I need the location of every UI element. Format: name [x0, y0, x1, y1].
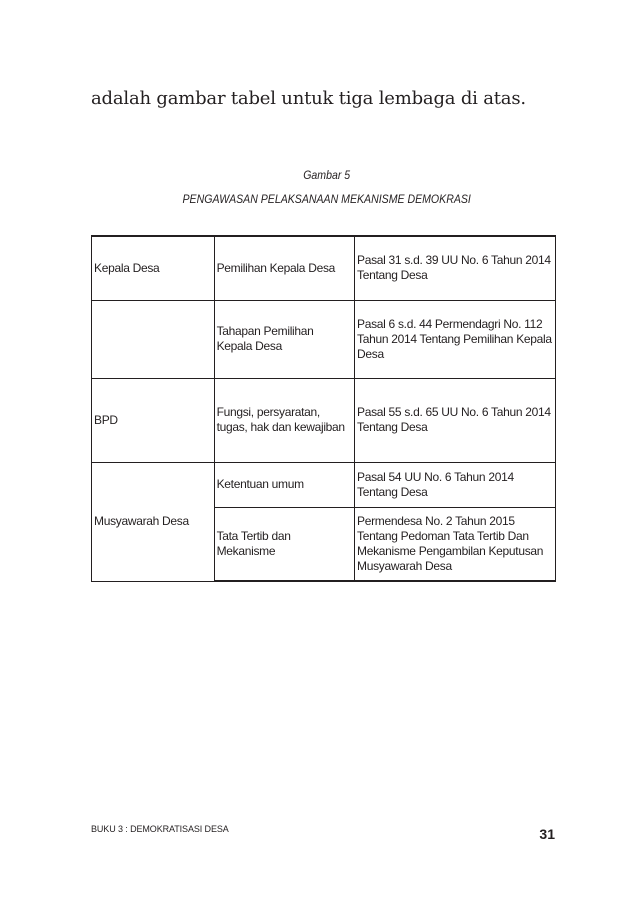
intro-paragraph: adalah gambar tabel untuk tiga lembaga di atas. [91, 88, 526, 109]
figure-number: Gambar 5 [303, 168, 351, 182]
cell-dasar-hukum: Permendesa No. 2 Tahun 2015 Tentang Pedoman Tata Tertib Dan Mekanisme Pengambilan Keputusan Musyawarah Desa [355, 507, 556, 581]
cell-dasar-hukum: Pasal 6 s.d. 44 Permendagri No. 112 Tahun 2014 Tentang Pemilihan Kepala Desa [355, 300, 556, 378]
table-row [92, 378, 556, 462]
cell-dasar-hukum: Pasal 31 s.d. 39 UU No. 6 Tahun 2014 Tentang Desa [355, 236, 556, 300]
cell-aspek: Tahapan Pemilihan Kepala Desa [214, 300, 354, 378]
table-row [92, 300, 556, 378]
cell-aspek: Fungsi, persyaratan, tugas, hak dan kewajiban [214, 378, 354, 462]
cell-aspek: Ketentuan umum [214, 462, 354, 507]
cell-lembaga-kepala-desa: Kepala Desa [92, 236, 215, 300]
cell-dasar-hukum: Pasal 55 s.d. 65 UU No. 6 Tahun 2014 Tentang Desa [355, 378, 556, 462]
footer-book-label: BUKU 3 : DEMOKRATISASI DESA [91, 824, 229, 834]
page-number: 31 [539, 826, 555, 842]
table-row [92, 236, 556, 300]
cell-dasar-hukum: Pasal 54 UU No. 6 Tahun 2014 Tentang Desa [355, 462, 556, 507]
oversight-table [91, 235, 556, 582]
figure-title: PENGAWASAN PELAKSANAAN MEKANISME DEMOKRASI [182, 192, 471, 206]
cell-aspek: Tata Tertib dan Mekanisme [214, 507, 354, 581]
cell-lembaga-empty [92, 300, 215, 378]
cell-aspek: Pemilihan Kepala Desa [214, 236, 354, 300]
table-row [92, 462, 556, 507]
cell-lembaga-musyawarah-desa: Musyawarah Desa [92, 462, 215, 581]
cell-lembaga-bpd: BPD [92, 378, 215, 462]
